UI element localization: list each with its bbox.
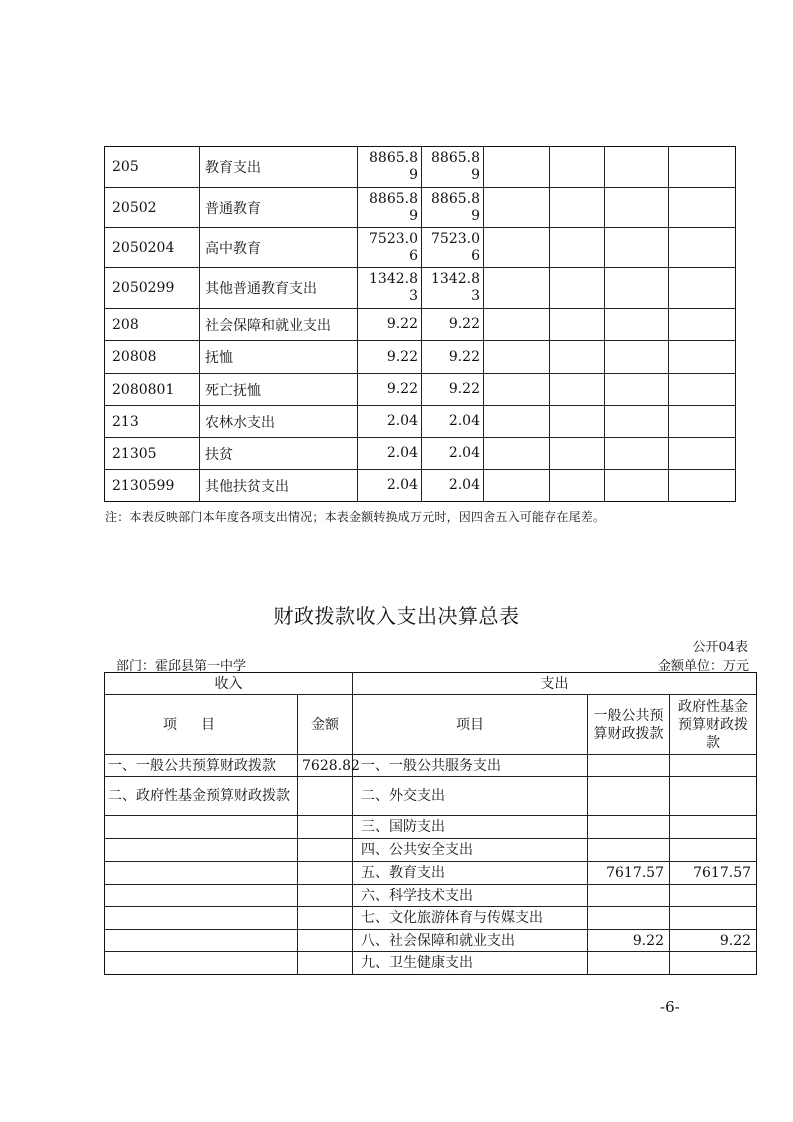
fund-amount: 9.22 — [670, 930, 757, 952]
empty-cell — [484, 309, 550, 341]
income-amount — [298, 862, 353, 885]
amount-cell: 9.22 — [358, 374, 422, 406]
expense-header: 支出 — [353, 673, 757, 695]
table-row — [105, 228, 736, 268]
empty-cell — [550, 470, 605, 502]
fund-amount — [670, 952, 757, 975]
income-item — [105, 839, 298, 862]
income-item-header — [105, 695, 298, 755]
fund-amount — [670, 907, 757, 930]
empty-cell — [605, 268, 669, 309]
amount-cell: 9.22 — [422, 341, 484, 374]
table-row — [105, 885, 757, 907]
general-amount: 7617.57 — [588, 862, 670, 885]
table-number: 公开04表 — [692, 640, 748, 655]
income-item — [105, 907, 298, 930]
amount-cell: 1342.83 — [358, 268, 422, 309]
amount-cell: 7523.06 — [422, 228, 484, 268]
subject-code: 20502 — [105, 188, 200, 228]
empty-cell — [669, 147, 736, 188]
general-amount — [588, 907, 670, 930]
subject-code: 2080801 — [105, 374, 200, 406]
empty-cell — [550, 406, 605, 438]
fund-amount — [670, 816, 757, 839]
empty-cell — [669, 268, 736, 309]
empty-cell — [605, 228, 669, 268]
subject-code: 205 — [105, 147, 200, 188]
subject-name: 扶贫 — [200, 438, 358, 470]
subject-name: 社会保障和就业支出 — [200, 309, 358, 341]
empty-cell — [550, 188, 605, 228]
amount-cell: 8865.89 — [422, 147, 484, 188]
expense-item: 四、公共安全支出 — [353, 839, 588, 862]
expense-item: 六、科学技术支出 — [353, 885, 588, 907]
amount-cell: 2.04 — [422, 406, 484, 438]
table-row — [105, 188, 736, 228]
empty-cell — [669, 374, 736, 406]
fund-amount — [670, 885, 757, 907]
amount-cell: 1342.83 — [422, 268, 484, 309]
general-amount — [588, 816, 670, 839]
subject-code: 208 — [105, 309, 200, 341]
fiscal-appropriation-summary-table — [104, 672, 757, 975]
empty-cell — [484, 268, 550, 309]
empty-cell — [605, 470, 669, 502]
empty-cell — [605, 309, 669, 341]
subject-code: 2130599 — [105, 470, 200, 502]
table-row — [105, 438, 736, 470]
income-amount — [298, 839, 353, 862]
amount-header: 金额 — [298, 695, 353, 755]
general-budget-header: 一般公共预算财政拨款 — [588, 695, 670, 755]
empty-cell — [550, 438, 605, 470]
expense-item: 五、教育支出 — [353, 862, 588, 885]
subject-code: 20808 — [105, 341, 200, 374]
empty-cell — [484, 438, 550, 470]
table-row — [105, 374, 736, 406]
empty-cell — [484, 228, 550, 268]
empty-cell — [550, 374, 605, 406]
empty-cell — [669, 470, 736, 502]
income-item-header-text: 项目 — [163, 716, 239, 733]
amount-cell: 9.22 — [422, 309, 484, 341]
income-amount — [298, 907, 353, 930]
expense-item-header: 项目 — [353, 695, 588, 755]
empty-cell — [484, 341, 550, 374]
empty-cell — [484, 470, 550, 502]
empty-cell — [669, 309, 736, 341]
empty-cell — [605, 406, 669, 438]
table-row — [105, 907, 757, 930]
expense-item: 八、社会保障和就业支出 — [353, 930, 588, 952]
subject-name: 死亡抚恤 — [200, 374, 358, 406]
empty-cell — [484, 374, 550, 406]
empty-cell — [550, 341, 605, 374]
expenditure-detail-table — [104, 146, 736, 502]
empty-cell — [550, 268, 605, 309]
empty-cell — [484, 406, 550, 438]
empty-cell — [669, 341, 736, 374]
empty-cell — [484, 188, 550, 228]
subject-name: 教育支出 — [200, 147, 358, 188]
income-amount — [298, 816, 353, 839]
table-row — [105, 755, 757, 777]
expense-item: 二、外交支出 — [353, 777, 588, 816]
income-amount — [298, 952, 353, 975]
table-row — [105, 862, 757, 885]
table-row — [105, 839, 757, 862]
subject-code: 21305 — [105, 438, 200, 470]
general-amount — [588, 755, 670, 777]
income-item — [105, 816, 298, 839]
page-number: -6- — [660, 998, 680, 1016]
amount-cell: 2.04 — [358, 438, 422, 470]
table-row — [105, 406, 736, 438]
subject-name: 其他普通教育支出 — [200, 268, 358, 309]
amount-cell: 2.04 — [358, 406, 422, 438]
fund-amount: 7617.57 — [670, 862, 757, 885]
empty-cell — [484, 147, 550, 188]
amount-cell: 9.22 — [422, 374, 484, 406]
expense-item: 三、国防支出 — [353, 816, 588, 839]
empty-cell — [550, 309, 605, 341]
expense-item: 七、文化旅游体育与传媒支出 — [353, 907, 588, 930]
amount-cell: 7523.06 — [358, 228, 422, 268]
table-row — [105, 309, 736, 341]
income-item: 一、一般公共预算财政拨款 — [105, 755, 298, 777]
amount-cell: 8865.89 — [358, 147, 422, 188]
table-row — [105, 341, 736, 374]
table-row — [105, 777, 757, 816]
general-amount — [588, 952, 670, 975]
income-item — [105, 930, 298, 952]
page-title: 财政拨款收入支出决算总表 — [273, 604, 520, 628]
fund-amount — [670, 777, 757, 816]
amount-cell: 2.04 — [422, 438, 484, 470]
gov-fund-header: 政府性基金预算财政拨款 — [670, 695, 757, 755]
fund-amount — [670, 839, 757, 862]
income-item — [105, 885, 298, 907]
subject-code: 2050299 — [105, 268, 200, 309]
empty-cell — [605, 341, 669, 374]
empty-cell — [550, 147, 605, 188]
empty-cell — [605, 374, 669, 406]
empty-cell — [550, 228, 605, 268]
subject-name: 农林水支出 — [200, 406, 358, 438]
income-header: 收入 — [105, 673, 353, 695]
header-row — [105, 695, 757, 755]
income-amount — [298, 777, 353, 816]
subject-code: 2050204 — [105, 228, 200, 268]
subject-name: 高中教育 — [200, 228, 358, 268]
header-row — [105, 673, 757, 695]
empty-cell — [669, 188, 736, 228]
income-amount — [298, 885, 353, 907]
expense-item: 一、一般公共服务支出 — [353, 755, 588, 777]
empty-cell — [669, 406, 736, 438]
unit-label: 金额单位：万元 — [657, 659, 749, 674]
table-row — [105, 952, 757, 975]
amount-cell: 2.04 — [422, 470, 484, 502]
table-row — [105, 470, 736, 502]
income-item — [105, 952, 298, 975]
income-amount: 7628.82 — [298, 755, 353, 777]
amount-cell: 9.22 — [358, 309, 422, 341]
table-row — [105, 147, 736, 188]
table-note: 注：本表反映部门本年度各项支出情况；本表金额转换成万元时，因四舍五入可能存在尾差。 — [105, 510, 606, 524]
empty-cell — [605, 147, 669, 188]
general-amount — [588, 777, 670, 816]
empty-cell — [669, 228, 736, 268]
table-row — [105, 816, 757, 839]
fund-amount — [670, 755, 757, 777]
subject-code: 213 — [105, 406, 200, 438]
general-amount: 9.22 — [588, 930, 670, 952]
income-amount — [298, 930, 353, 952]
amount-cell: 8865.89 — [358, 188, 422, 228]
income-item — [105, 862, 298, 885]
table-row — [105, 930, 757, 952]
expense-item: 九、卫生健康支出 — [353, 952, 588, 975]
table-row — [105, 268, 736, 309]
amount-cell: 2.04 — [358, 470, 422, 502]
subject-name: 抚恤 — [200, 341, 358, 374]
general-amount — [588, 885, 670, 907]
subject-name: 其他扶贫支出 — [200, 470, 358, 502]
general-amount — [588, 839, 670, 862]
empty-cell — [605, 188, 669, 228]
amount-cell: 8865.89 — [422, 188, 484, 228]
department-label: 部门：霍邱县第一中学 — [116, 659, 247, 674]
amount-cell: 9.22 — [358, 341, 422, 374]
empty-cell — [669, 438, 736, 470]
subject-name: 普通教育 — [200, 188, 358, 228]
income-item: 二、政府性基金预算财政拨款 — [105, 777, 298, 816]
empty-cell — [605, 438, 669, 470]
